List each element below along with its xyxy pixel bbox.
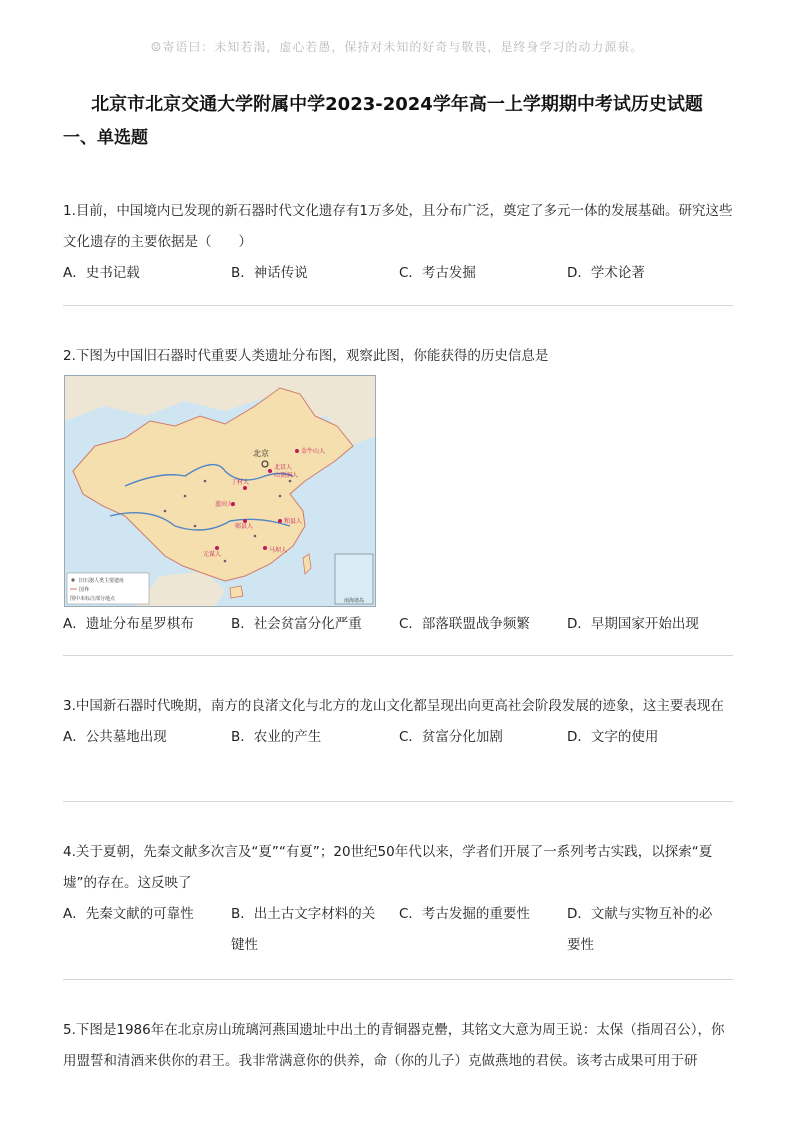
map-minor-site [204, 480, 207, 483]
map-site-label: 马坝人 [269, 547, 288, 554]
divider [63, 801, 733, 802]
map-site-label: 北京人 [274, 464, 293, 471]
option-c[interactable]: C．考古发掘 [399, 265, 476, 281]
map-site-marker [278, 519, 282, 523]
question-1 [63, 196, 733, 289]
options-row [63, 258, 733, 289]
option-c[interactable]: C．部落联盟战争频繁 [399, 616, 530, 632]
map-minor-site [184, 495, 187, 498]
option-c[interactable]: C．考古发掘的重要性 [399, 906, 530, 922]
divider [63, 655, 733, 656]
motto-line: ☺寄语曰：未知若渴，虚心若愚，保持对未知的好奇与敬畏，是终身学习的动力源泉。 [150, 40, 644, 54]
map-legend-item: 旧石器人类主要遗址 [79, 578, 125, 584]
map-site-marker [243, 486, 247, 490]
map-site-label: 元谋人 [203, 551, 222, 558]
map-site-label: 金牛山人 [301, 448, 326, 455]
map-site-marker [295, 449, 299, 453]
question-4 [63, 837, 733, 961]
map-city-label: 北京 [253, 449, 269, 458]
question-2-options [63, 609, 733, 640]
map-site-label: 蓝田人 [215, 501, 234, 508]
map-site-marker [263, 546, 267, 550]
section-heading: 一、单选题 [63, 128, 148, 148]
option-c[interactable]: C．贫富分化加剧 [399, 729, 503, 745]
map-minor-site [194, 525, 197, 528]
option-d[interactable]: D．早期国家开始出现 [567, 616, 699, 632]
question-stem: 1.目前，中国境内已发现的新石器时代文化遗存有1万多处，且分布广泛，奠定了多元一体的发展基础。研究这些文化遗存的主要依据是（ ） [63, 203, 733, 250]
option-d[interactable]: D．文字的使用 [567, 729, 659, 745]
map-inset-label: 南海诸岛 [343, 598, 365, 604]
page-title: 北京市北京交通大学附属中学2023-2024学年高一上学期期中考试历史试题 [91, 94, 703, 115]
map-minor-site [279, 495, 282, 498]
map-site-label: 山顶洞人 [274, 472, 299, 479]
map-minor-site [224, 560, 227, 563]
map-hainan [230, 586, 243, 598]
option-a[interactable]: A．史书记载 [63, 265, 140, 281]
map-site-label: 郧县人 [235, 523, 254, 530]
options-row [63, 899, 733, 961]
map-minor-site [164, 510, 167, 513]
map-site-label: 丁村人 [231, 479, 250, 486]
option-a[interactable]: A．遗址分布星罗棋布 [63, 616, 194, 632]
question-stem: 2.下图为中国旧石器时代重要人类遗址分布图，观察此图，你能获得的历史信息是 [63, 348, 549, 364]
map-inset [335, 554, 373, 604]
option-b[interactable]: B．社会贫富分化严重 [231, 616, 362, 632]
question-2 [63, 341, 733, 372]
divider [63, 305, 733, 306]
map-site-label: 和县人 [284, 518, 303, 525]
paleolithic-sites-map [64, 375, 376, 607]
option-a[interactable]: A．先秦文献的可靠性 [63, 906, 194, 922]
map-legend-site-symbol [71, 578, 74, 581]
option-b[interactable]: B．农业的产生 [231, 729, 322, 745]
question-stem: 5.下图是1986年在北京房山琉璃河燕国遗址中出土的青铜器克罍，其铭文大意为周王说：太保（指周召公），你用盟誓和清酒来供你的君王。我非常满意你的供养，命（你的儿子）克做燕地的君侯。该考古成果可用于研 [63, 1022, 725, 1069]
map-legend-item: 国界 [79, 587, 90, 593]
option-a[interactable]: A．公共墓地出现 [63, 729, 167, 745]
question-stem: 4.关于夏朝，先秦文献多次言及“夏”“有夏”；20世纪50年代以来，学者们开展了一系列考古实践，以探索“夏墟”的存在。这反映了 [63, 844, 713, 891]
options-row [63, 609, 733, 640]
map-legend-item: 图中未标注部分地点 [70, 596, 116, 602]
question-3 [63, 691, 733, 753]
option-d[interactable]: D．文献与实物互补的必要性 [567, 906, 713, 953]
question-5 [63, 1015, 733, 1077]
option-b[interactable]: B．出土古文字材料的关键性 [231, 906, 376, 953]
option-d[interactable]: D．学术论著 [567, 265, 645, 281]
options-row [63, 722, 733, 753]
map-minor-site [289, 480, 292, 483]
divider [63, 979, 733, 980]
question-stem: 3.中国新石器时代晚期，南方的良渚文化与北方的龙山文化都呈现出向更高社会阶段发展的迹象，这主要表现在 [63, 698, 724, 714]
map-site-marker [215, 546, 219, 550]
map-minor-site [254, 535, 257, 538]
map-site-marker [268, 469, 272, 473]
option-b[interactable]: B．神话传说 [231, 265, 308, 281]
